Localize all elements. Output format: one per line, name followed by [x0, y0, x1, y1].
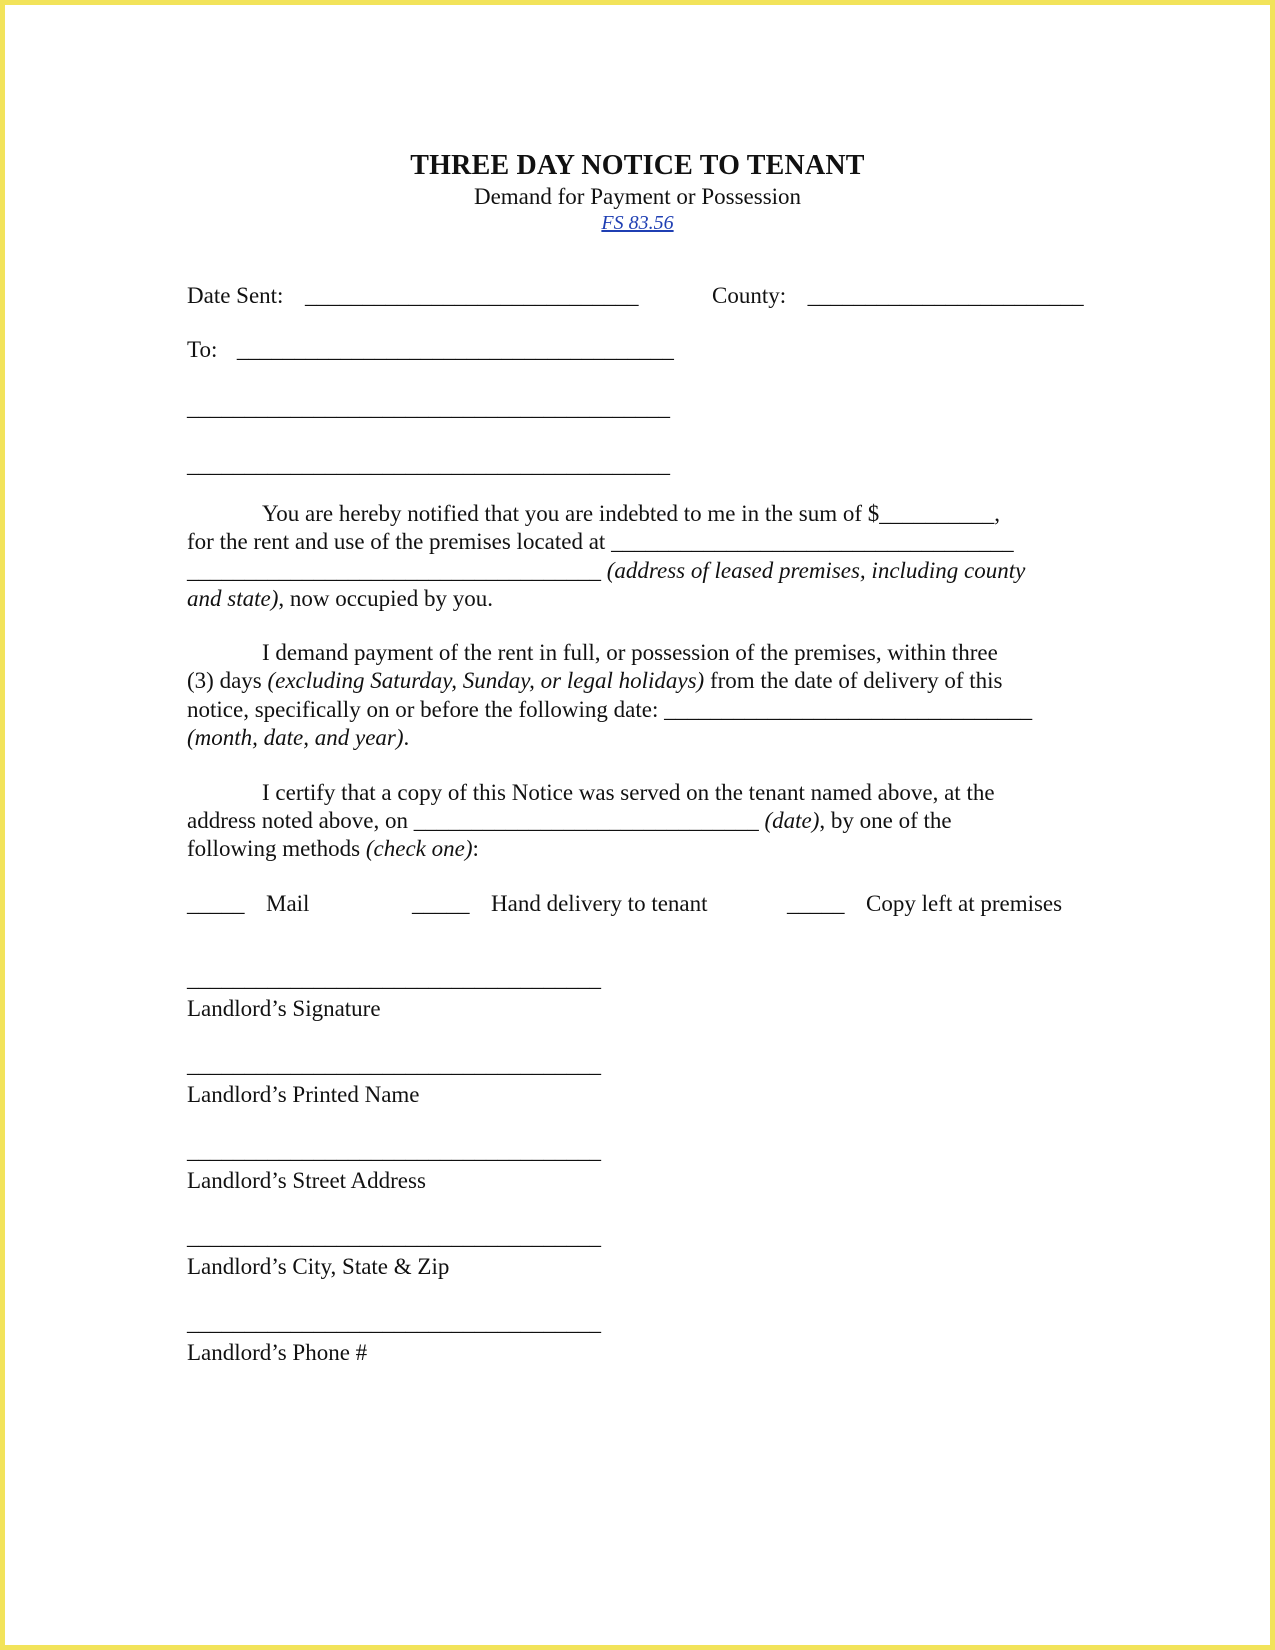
document-subtitle: Demand for Payment or Possession — [473, 184, 802, 209]
indebted-line-4: and state), now occupied by you. — [187, 586, 493, 611]
demand-line-3: notice, specifically on or before the following date: ________________________________ — [187, 697, 1033, 722]
indebted-line-3: ____________________________________ (address of leased premises, including county — [187, 558, 1026, 583]
printed-name-blank[interactable]: ____________________________________ — [187, 1052, 601, 1077]
phone-label: Landlord’s Phone # — [187, 1340, 368, 1365]
method-copy-left — [787, 891, 1062, 917]
indebted-line-1: You are hereby notified that you are indebted to me in the sum of $__________, — [262, 501, 1000, 526]
date-sent-blank[interactable]: _____________________________ — [304, 283, 639, 308]
to-blank-3[interactable]: __________________________________________ — [187, 452, 670, 477]
printed-name-label: Landlord’s Printed Name — [187, 1082, 420, 1107]
method-mail-label: Mail — [266, 891, 310, 916]
to-label: To: — [187, 337, 218, 362]
county-blank[interactable]: ________________________ — [807, 283, 1084, 308]
document-title: THREE DAY NOTICE TO TENANT — [410, 150, 865, 181]
to-blank-1[interactable]: ______________________________________ — [236, 337, 674, 362]
method-hand-delivery — [412, 891, 708, 917]
method-mail-blank[interactable]: _____ — [187, 891, 245, 916]
date-sent-label: Date Sent: — [187, 283, 284, 308]
signature-label: Landlord’s Signature — [187, 996, 381, 1021]
signature-blank[interactable]: ____________________________________ — [187, 966, 601, 991]
to-field — [187, 337, 674, 363]
demand-line-2: (3) days (excluding Saturday, Sunday, or legal holidays) from the date of delivery of this — [187, 668, 1003, 693]
city-state-zip-blank[interactable]: ____________________________________ — [187, 1224, 601, 1249]
county-label: County: — [712, 283, 787, 308]
date-sent-field — [187, 283, 638, 309]
certify-line-3: following methods (check one): — [187, 836, 479, 861]
demand-line-1: I demand payment of the rent in full, or possession of the premises, within three — [262, 640, 998, 665]
statute-reference — [0, 212, 1275, 235]
street-address-blank[interactable]: ____________________________________ — [187, 1138, 601, 1163]
method-mail — [187, 891, 309, 917]
method-hand-delivery-blank[interactable]: _____ — [412, 891, 470, 916]
to-blank-2[interactable]: __________________________________________ — [187, 395, 670, 420]
method-copy-left-blank[interactable]: _____ — [787, 891, 845, 916]
street-address-label: Landlord’s Street Address — [187, 1168, 426, 1193]
method-copy-left-label: Copy left at premises — [866, 891, 1063, 916]
county-field — [712, 283, 1084, 309]
indebted-line-2: for the rent and use of the premises located at ___________________________________ — [187, 529, 1014, 554]
phone-blank[interactable]: ____________________________________ — [187, 1310, 601, 1335]
statute-link[interactable]: FS 83.56 — [601, 212, 674, 234]
method-hand-delivery-label: Hand delivery to tenant — [491, 891, 708, 916]
city-state-zip-label: Landlord’s City, State & Zip — [187, 1254, 450, 1279]
demand-line-4: (month, date, and year). — [187, 725, 410, 750]
certify-line-2: address noted above, on ______________________________ (date), by one of the — [187, 808, 952, 833]
premises-address-blank[interactable]: ____________________________________ — [187, 558, 601, 583]
certify-line-1: I certify that a copy of this Notice was served on the tenant named above, at the — [262, 780, 995, 805]
